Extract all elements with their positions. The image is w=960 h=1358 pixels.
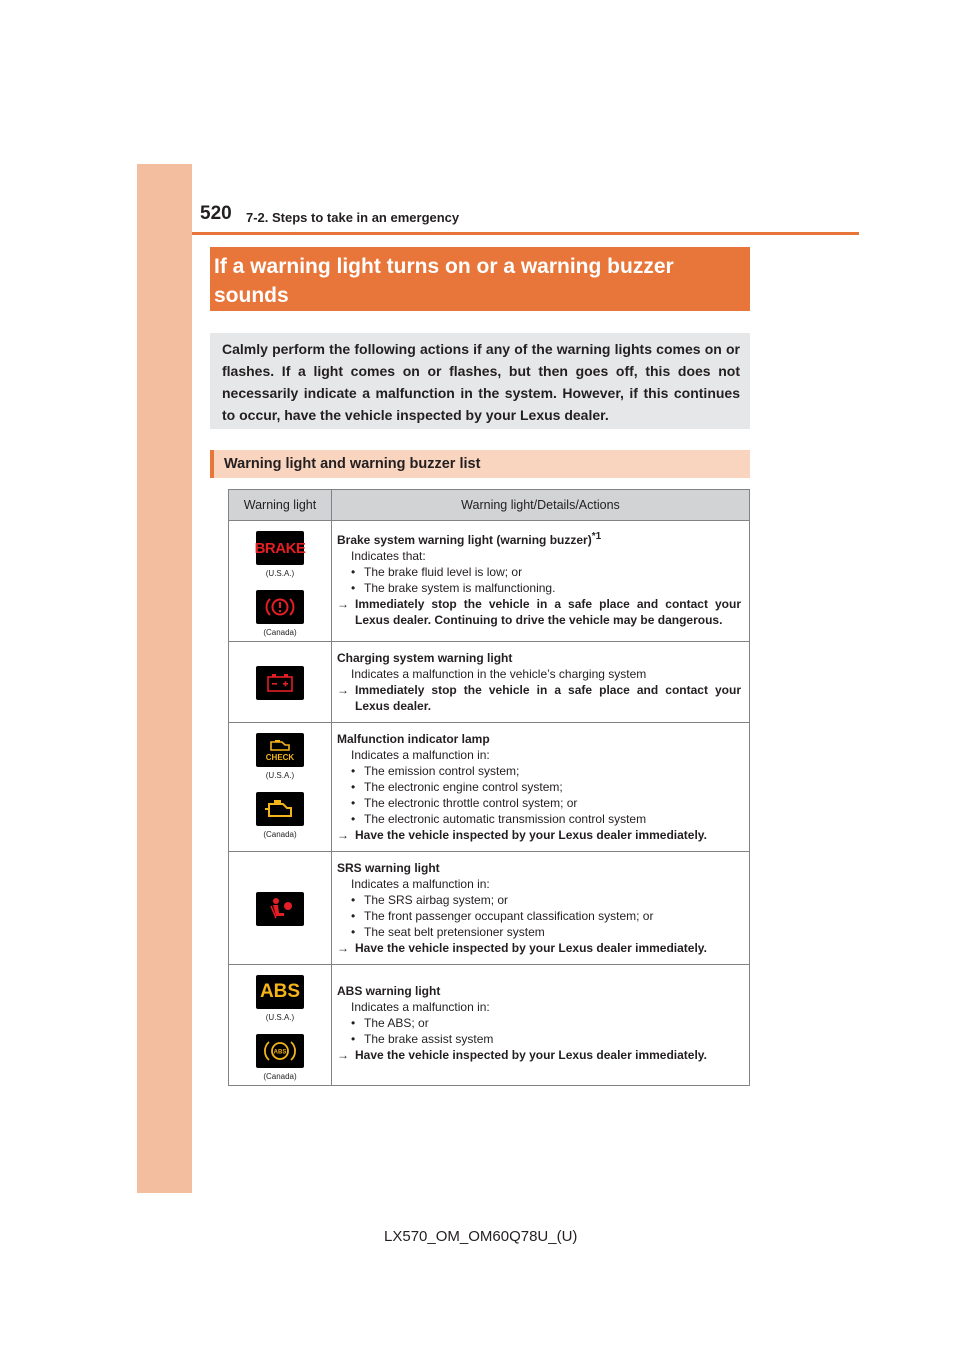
battery-warning-icon [256, 666, 304, 700]
details-cell [332, 852, 750, 965]
section-title: If a warning light turns on or a warning buzzer sounds [210, 247, 750, 311]
brake-icon-label: BRAKE [254, 539, 306, 557]
table-row [229, 723, 750, 852]
light-description: Indicates a malfunction in: [351, 877, 490, 891]
column-header-details: Warning light/Details/Actions [332, 490, 750, 521]
abs-warning-icon [256, 975, 304, 1009]
region-label: (U.S.A.) [265, 569, 295, 578]
list-item: • The electronic engine control system; [351, 780, 563, 794]
details-cell [332, 723, 750, 852]
region-label: (Canada) [263, 830, 297, 839]
abs-icon-label: ABS [259, 981, 301, 1002]
region-label: (Canada) [263, 1072, 297, 1081]
icon-cell [229, 965, 332, 1086]
light-description: Indicates a malfunction in the vehicle’s charging system [351, 667, 647, 681]
intro-text: Calmly perform the following actions if any of the warning lights comes on or flashes. If a light comes on or flashes, but then goes off, this does not necessarily indicate a malfunction in the system. However, if this continues to occur, have the vehicle inspected by your Lexus dealer. [210, 333, 750, 429]
side-tab [137, 164, 192, 1193]
light-description: Indicates a malfunction in: [351, 1000, 490, 1014]
table-row [229, 852, 750, 965]
region-label: (U.S.A.) [265, 1013, 295, 1022]
warning-light-table [228, 489, 750, 1086]
chapter-heading: 7-2. Steps to take in an emergency [246, 210, 460, 225]
brake-warning-canada-icon [256, 590, 304, 624]
footnote-mark: *1 [591, 531, 602, 542]
abs-canada-label: ABS [273, 1049, 287, 1056]
list-item: • The electronic automatic transmission control system [351, 812, 647, 826]
list-item: • The ABS; or [351, 1016, 429, 1030]
page-number: 520 [200, 203, 232, 224]
region-label: (Canada) [263, 628, 297, 637]
list-item: • The brake system is malfunctioning. [351, 581, 556, 595]
header-rule [192, 232, 859, 235]
action-text: → Immediately stop the vehicle in a safe place and contact your Lexus dealer. [337, 683, 741, 713]
icon-cell [229, 642, 332, 723]
region-label: (U.S.A.) [265, 771, 295, 780]
light-name: Brake system warning light (warning buzzer) [337, 533, 592, 547]
light-name: Malfunction indicator lamp [337, 732, 490, 746]
engine-icon [256, 792, 304, 826]
icon-cell [229, 521, 332, 642]
list-item: • The brake fluid level is low; or [351, 565, 523, 579]
abs-warning-canada-icon [256, 1034, 304, 1068]
icon-cell [229, 852, 332, 965]
action-text: → Have the vehicle inspected by your Lexus dealer immediately. [337, 828, 707, 842]
light-description: Indicates that: [351, 549, 426, 563]
details-cell [332, 965, 750, 1086]
action-text: → Have the vehicle inspected by your Lexus dealer immediately. [337, 1048, 707, 1062]
document-code: LX570_OM_OM60Q78U_(U) [384, 1228, 578, 1245]
details-cell [332, 642, 750, 723]
table-row [229, 521, 750, 642]
table-row [229, 642, 750, 723]
list-item: • The brake assist system [351, 1032, 494, 1046]
list-item: • The electronic throttle control system; or [351, 796, 578, 810]
list-item: • The SRS airbag system; or [351, 893, 509, 907]
table-row [229, 965, 750, 1086]
details-cell [332, 521, 750, 642]
light-name: Charging system warning light [337, 651, 513, 665]
light-name: SRS warning light [337, 861, 440, 875]
icon-cell [229, 723, 332, 852]
action-text: → Immediately stop the vehicle in a safe place and contact your Lexus dealer. Continuing to drive the vehicle may be dangerous. [337, 597, 741, 627]
check-icon-label: CHECK [265, 752, 295, 762]
brake-warning-icon [256, 531, 304, 565]
table-header-row [229, 490, 750, 521]
subsection-title: Warning light and warning buzzer list [210, 450, 750, 478]
list-item: • The front passenger occupant classification system; or [351, 909, 654, 923]
check-engine-icon [256, 733, 304, 767]
light-description: Indicates a malfunction in: [351, 748, 490, 762]
list-item: • The seat belt pretensioner system [351, 925, 545, 939]
action-text: → Have the vehicle inspected by your Lexus dealer immediately. [337, 941, 707, 955]
column-header-warning-light: Warning light [229, 490, 332, 521]
list-item: • The emission control system; [351, 764, 520, 778]
srs-airbag-icon [256, 892, 304, 926]
light-name: ABS warning light [337, 984, 441, 998]
